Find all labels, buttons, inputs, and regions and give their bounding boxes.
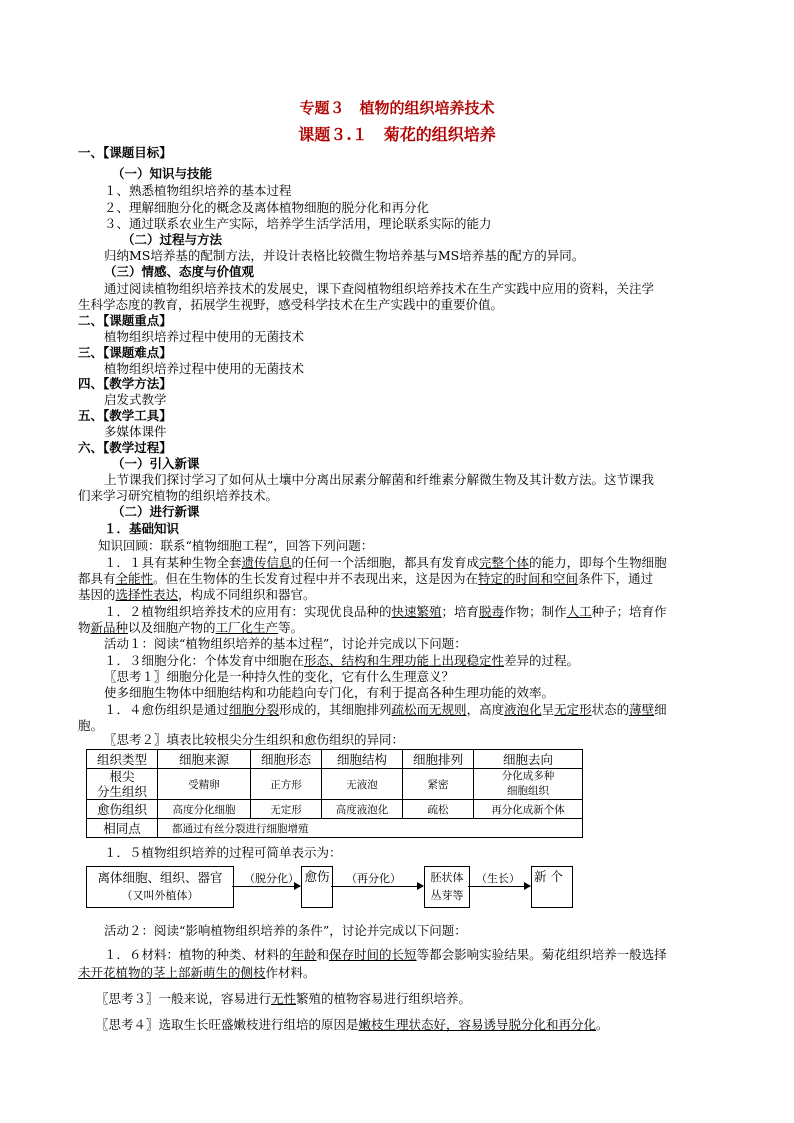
section-heading: 一、【课题目标】 bbox=[78, 145, 172, 160]
paragraph: 使多细胞生物体中细胞结构和功能趋向专门化，有利于提高各种生理功能的效率。 bbox=[104, 685, 555, 700]
table-cell: 无定形 bbox=[251, 800, 322, 819]
table-cell: 高度液泡化 bbox=[322, 800, 403, 819]
paragraph: 归纳MS培养基的配制方法，并设计表格比较微生物培养基与MS培养基的配方的异同。 bbox=[104, 248, 585, 263]
paragraph: 都具有全能性。但在生物体的生长发育过程中并不表现出来，这是因为在特定的时间和空间条件下，通过 bbox=[78, 571, 654, 586]
table-cell: 都通过有丝分裂进行细胞增殖 bbox=[158, 819, 583, 838]
paragraph: 多媒体课件 bbox=[104, 424, 167, 439]
flow-box-embryoid: 胚状体 丛芽等 bbox=[424, 866, 470, 908]
paragraph: 胞。 bbox=[78, 718, 104, 733]
subsection-heading: （二）进行新课 bbox=[112, 504, 200, 519]
flow-box-explant: 离体细胞、组织、器官 （又叫外植体） bbox=[86, 866, 234, 908]
subsection-heading: （一）知识与技能 bbox=[112, 166, 213, 181]
section-heading: 四、【教学方法】 bbox=[78, 376, 172, 391]
flow-box-callus: 愈伤 bbox=[301, 866, 333, 908]
paragraph: 未开花植物的茎上部新萌生的侧枝作材料。 bbox=[78, 965, 316, 980]
subsection-heading: （三）情感、态度与价值观 bbox=[104, 264, 255, 279]
table-row bbox=[87, 800, 583, 819]
paragraph: １．３细胞分化：个体发育中细胞在形态、结构和生理功能上出现稳定性差异的过程。 bbox=[104, 653, 580, 668]
subsection-heading: （一）引入新课 bbox=[112, 456, 200, 471]
table-row bbox=[87, 819, 583, 838]
table-row-label: 相同点 bbox=[87, 819, 158, 838]
arrow-icon bbox=[232, 886, 300, 887]
paragraph: １．５植物组织培养的过程可简单表示为： bbox=[104, 845, 342, 860]
objective-item: ３、通过联系农业生产实际，培养学生活学活用，理论联系实际的能力 bbox=[104, 216, 492, 231]
paragraph: 植物组织培养过程中使用的无菌技术 bbox=[104, 361, 305, 376]
table-row-label: 根尖 分生组织 bbox=[87, 769, 158, 800]
table-header: 细胞去向 bbox=[474, 750, 583, 769]
arrow-icon bbox=[468, 886, 530, 887]
table-cell: 分化成多种 细胞组织 bbox=[474, 769, 583, 800]
section-heading: 二、【课题重点】 bbox=[78, 313, 172, 328]
paragraph: 生科学态度的教育，拓展学生视野，感受科学技术在生产实践中的重要价值。 bbox=[78, 297, 504, 312]
comparison-table bbox=[86, 749, 583, 838]
flow-step-label: （脱分化） bbox=[244, 872, 299, 885]
paragraph: １．４愈伤组织是通过细胞分裂形成的，其细胞排列疏松而无规则，高度液泡化呈无定形状态的薄壁细 bbox=[104, 702, 667, 717]
table-header: 细胞排列 bbox=[403, 750, 474, 769]
objective-item: １、熟悉植物组织培养的基本过程 bbox=[104, 183, 292, 198]
flow-step-label: （生长） bbox=[476, 872, 520, 885]
table-cell: 紧密 bbox=[403, 769, 474, 800]
objective-item: ２、理解细胞分化的概念及离体植物细胞的脱分化和再分化 bbox=[104, 200, 430, 215]
paragraph: 〖思考３〗一般来说，容易进行无性繁殖的植物容易进行组织培养。 bbox=[96, 991, 472, 1006]
paragraph: 基因的选择性表达，构成不同组织和器官。 bbox=[78, 587, 316, 602]
table-cell: 高度分化细胞 bbox=[158, 800, 251, 819]
section-heading: 六、【教学过程】 bbox=[78, 440, 172, 455]
section-heading: 三、【课题难点】 bbox=[78, 345, 172, 360]
paragraph: 〖思考２〗填表比较根尖分生组织和愈伤组织的异同： bbox=[104, 732, 405, 747]
paragraph: 通过阅读植物组织培养技术的发展史，课下查阅植物组织培养技术在生产实践中应用的资料，关注学 bbox=[104, 281, 655, 296]
topic-title: 专题３ 植物的组织培养技术 bbox=[299, 99, 495, 117]
table-row bbox=[87, 769, 583, 800]
paragraph: 们来学习研究植物的组织培养技术。 bbox=[78, 488, 279, 503]
subsection-heading: １．基础知识 bbox=[104, 521, 180, 536]
paragraph: 〖思考１〗细胞分化是一种持久性的变化，它有什么生理意义？ bbox=[104, 669, 455, 684]
lesson-title: 课题３.１ 菊花的组织培养 bbox=[298, 125, 496, 144]
table-cell: 受精卵 bbox=[158, 769, 251, 800]
table-header-row bbox=[87, 750, 583, 769]
table-cell: 无液泡 bbox=[322, 769, 403, 800]
table-header: 组织类型 bbox=[87, 750, 158, 769]
paragraph: 物新品种以及细胞产物的工厂化生产等。 bbox=[78, 620, 304, 635]
table-cell: 再分化成新个体 bbox=[474, 800, 583, 819]
flow-step-label: （再分化） bbox=[346, 872, 401, 885]
paragraph: 活动２：阅读“影响植物组织培养的条件”，讨论并完成以下问题： bbox=[104, 923, 467, 938]
table-header: 细胞形态 bbox=[251, 750, 322, 769]
table-cell: 正方形 bbox=[251, 769, 322, 800]
paragraph: 活动１：阅读“植物组织培养的基本过程”，讨论并完成以下问题： bbox=[104, 636, 467, 651]
paragraph: 〖思考４〗选取生长旺盛嫩枝进行组培的原因是嫩枝生理状态好，容易诱导脱分化和再分化。 bbox=[96, 1017, 609, 1032]
paragraph: １．６材料：植物的种类、材料的年龄和保存时间的长短等都会影响实验结果。菊花组织培养一般选择 bbox=[104, 947, 667, 962]
arrow-icon bbox=[331, 886, 423, 887]
table-row-label: 愈伤组织 bbox=[87, 800, 158, 819]
paragraph: 知识回顾：联系“植物细胞工程”，回答下列问题： bbox=[98, 538, 374, 553]
paragraph: 上节课我们探讨学习了如何从土壤中分离出尿素分解菌和纤维素分解微生物及其计数方法。这节课我 bbox=[104, 472, 655, 487]
section-heading: 五、【教学工具】 bbox=[78, 408, 172, 423]
flow-box-new-plant: 新 个 bbox=[531, 866, 573, 908]
subsection-heading: （二）过程与方法 bbox=[122, 232, 223, 247]
table-header: 细胞结构 bbox=[322, 750, 403, 769]
table-cell: 疏松 bbox=[403, 800, 474, 819]
paragraph: 植物组织培养过程中使用的无菌技术 bbox=[104, 329, 305, 344]
paragraph: 启发式教学 bbox=[104, 392, 167, 407]
paragraph: １．１具有某种生物全套遗传信息的任何一个活细胞，都具有发育成完整个体的能力，即每个生物细胞 bbox=[104, 555, 667, 570]
paragraph: １．２植物组织培养技术的应用有：实现优良品种的快速繁殖；培育脱毒作物；制作人工种子；培育作 bbox=[104, 604, 667, 619]
table-header: 细胞来源 bbox=[158, 750, 251, 769]
